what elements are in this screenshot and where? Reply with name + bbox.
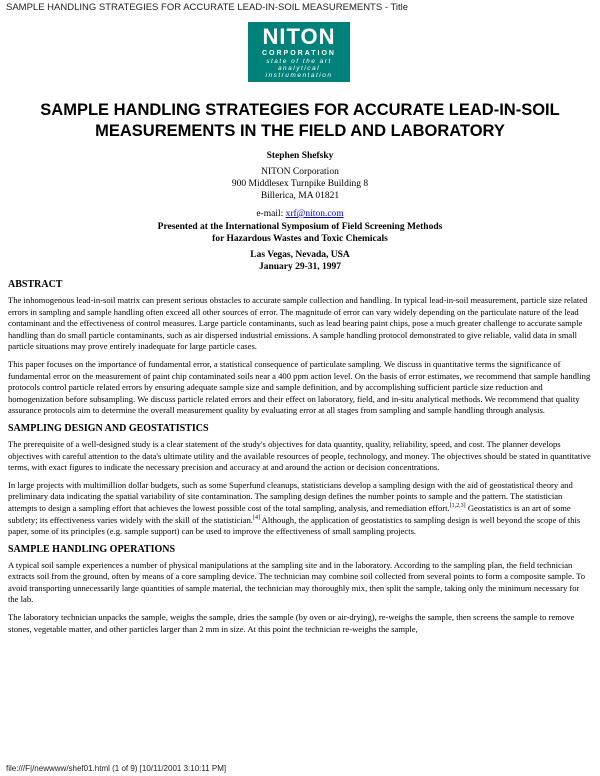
design-p2-text-b: Geostatistics is an art of some subtlety; its effectiveness varies widely with the skill of the statistician. [8,502,571,525]
niton-logo [248,22,350,82]
presented-line-1: Presented at the International Symposium of Field Screening Methods [157,222,443,232]
document-body [8,100,592,641]
organization-address [8,166,592,202]
design-paragraph-1: The prerequisite of a well-designed study is a clear statement of the study's objectives for data quantity, quality, reliability, speed, and cost. The planner develops objectives with careful attention to the data's ultimate utility and the available resources of people, technology, and money. The objectives should be stated in quantitative terms, with exact figures to indicate the necessary precision and accuracy at and around the action or decision concentrations. [8,438,591,473]
logo-tagline-3: instrumentation [265,72,333,79]
reference-marker-1: [1,2,3] [449,503,466,510]
org-street: 900 Middlesex Turnpike Building 8 [231,179,369,189]
abstract-paragraph-2: This paper focuses on the importance of fundamental error, a statistical consequence of particulate sampling. We discuss in quantitative terms the significance of fundamental error on the measurement of paint chip contaminated soils near a 400 ppm action level. On the basis of error estimates, we recommend that sample handling protocols control particle related errors by ensuring adequate sample size and sample definition, and by accomplishing sufficient particle size reduction and homogenization before subsampling. We discuss particle related errors and their effect on laboratory, field, and in-situ analytical methods. We recommend that quality assurance protocols aim to determine the overall measurement quality by evaluating error at all stages from sampling and sample handling through analysis. [8,358,591,416]
org-name: NITON Corporation [261,167,339,177]
page-footer: file:///F|/newwww/shef01.html (1 of 9) [10/11/2001 3:10:11 PM] [6,764,227,773]
design-paragraph-2 [8,480,592,538]
email-label: e-mail: [256,209,284,219]
page-title: SAMPLE HANDLING STRATEGIES FOR ACCURATE LEAD-IN-SOIL MEASUREMENTS IN THE FIELD AND LABORATORY [40,101,560,140]
abstract-paragraph-1: The inhomogenous lead-in-soil matrix can present serious obstacles to accurate sample collection and handling. In typical lead-in-soil measurement, particle size related errors in sampling and sample handling often exceed all other sources of error. The magnitude of error can vary widely depending on the particulate nature of the lead contaminant and the effectiveness of control measures. Large particle contaminants, such as lead bearing paint chips, pose a much greater challenge to accurate sample handling than do small particle contaminants, such as air dispersed industrial emissions. A sample handling protocol demonstrated to give reliable, valid data in small particle situations may prove entirely inadequate for large particle cases. [8,295,588,352]
design-p2-text-a: In large projects with multimillion dollar budgets, such as some Superfund cleanups, statisticians develop a sampling design with the aid of geostatistical theory and preliminary data indicating the spatial variability of site contamination. The sampling design defines the number points to sample and the pattern. The statistician attempts to design a sampling effort that achieves the lowest possible cost of the total sampling, analysis, and remediation effort. [8,479,573,513]
handling-paragraph-2: The laboratory technician unpacks the sample, weighs the sample, dries the sample (by oven or air-drying), re-weighs the sample, then screens the sample to remove stones, vegetable matter, and other particles larger than 2 mm in size. At this point the technician re-weighs the sample, [8,612,575,634]
logo-tagline-2: analytical [277,65,321,72]
email-line [8,208,592,220]
presented-line-2: for Hazardous Wastes and Toxic Chemicals [212,234,388,244]
logo-corporation: CORPORATION [262,50,336,57]
email-link[interactable]: xrf@niton.com [285,209,344,219]
running-header: SAMPLE HANDLING STRATEGIES FOR ACCURATE LEAD-IN-SOIL MEASUREMENTS - Title [6,2,409,13]
logo-name: NITON [262,24,336,49]
author: Stephen Shefsky [266,151,334,161]
venue-place: Las Vegas, Nevada, USA [250,250,350,260]
handling-paragraph-1: A typical soil sample experiences a number of physical manipulations at the sampling site and in the laboratory. According to the sampling plan, the field technician extracts soil from the ground, often by means of a core sampling device. The technician may combine soil collected from several points to form a composite sample. To avoid transporting unnecessarily large quantities of sample material, the technician may thoroughly mix, then split the sample, taking only the minimum necessary for the lab. [8,559,586,605]
handling-heading: SAMPLE HANDLING OPERATIONS [8,543,176,555]
venue-date: January 29-31, 1997 [258,262,342,272]
design-heading: SAMPLING DESIGN AND GEOSTATISTICS [8,422,209,434]
logo-tagline-1: state of the art [266,58,332,65]
reference-marker-2: [4] [252,514,260,521]
design-p2-text-c: Although, the application of geostatistics to sampling design is well beyond the scope of this paper, some of its principles (e.g. sample support) can be used to improve the effectiveness of small sampling projects. [8,514,581,537]
venue [8,249,592,273]
presented-note [8,221,592,245]
org-city: Billerica, MA 01821 [260,191,340,201]
abstract-heading: ABSTRACT [8,279,63,290]
